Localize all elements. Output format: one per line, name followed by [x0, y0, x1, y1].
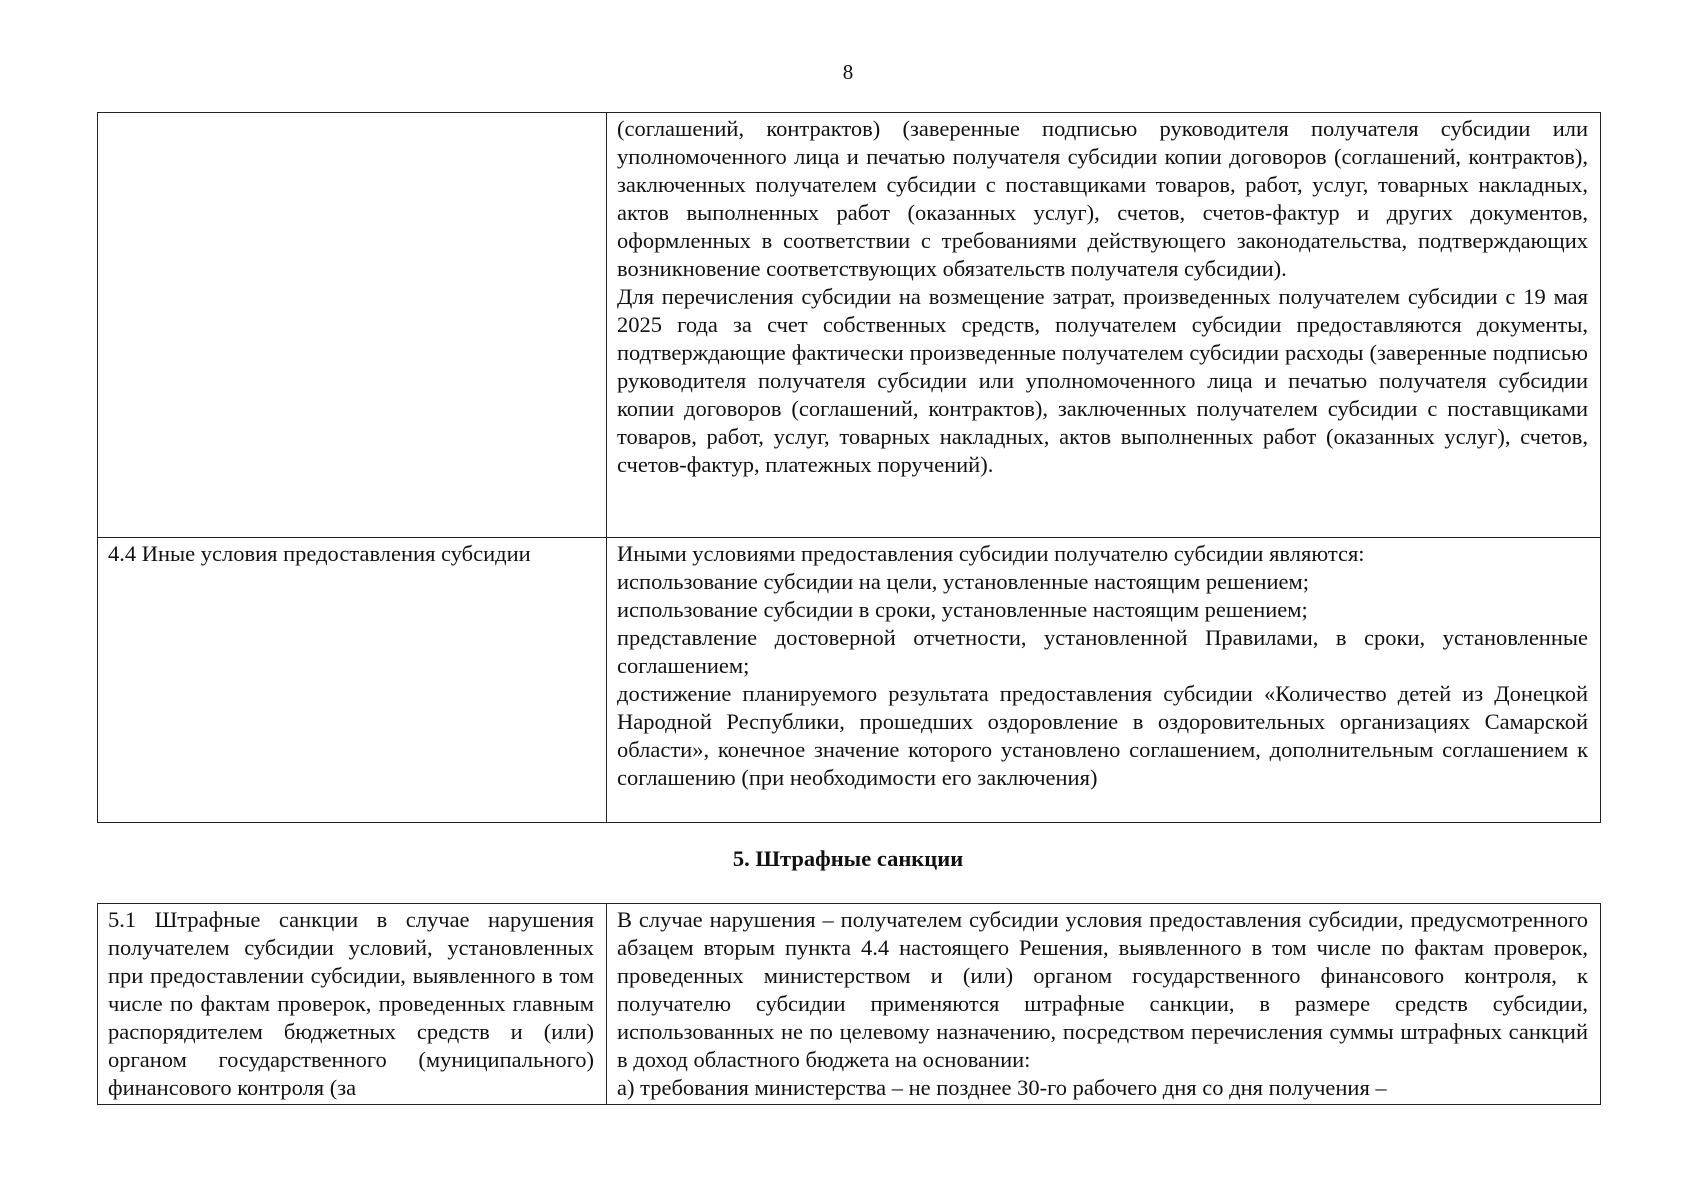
page-number: 8	[842, 60, 854, 84]
documents-paragraph-1: (соглашений, контрактов) (заверенные подписью руководителя получателя субсидии или уполномоченного лица и печатью получателя субсидии копии договоров (соглашений, контрактов), заключенных получателем субсидии с поставщиками товаров, работ, услуг, товарных накладных, актов выполненных работ (оказанных услуг), счетов, счетов-фактур и других документов, оформленных в соответствии с требованиями действующего законодательства, подтверждающих возникновение соответствующих обязательств получателя субсидии).	[617, 116, 1588, 281]
table-row	[98, 113, 1601, 538]
table-cell-empty	[98, 113, 607, 538]
sanctions-paragraph: В случае нарушения – получателем субсидии условия предоставления субсидии, предусмотренного абзацем вторым пункта 4.4 настоящего Решения, выявленного в том числе по фактам проверок, проведенных министерством и (или) органом государственного финансового контроля, к получателю субсидии применяются штрафные санкции, в размере средств субсидии, использованных не по целевому назначению, посредством перечисления суммы штрафных санкций в доход областного бюджета на основании:	[617, 907, 1588, 1072]
sanctions-table	[97, 903, 1601, 1105]
condition-item: достижение планируемого результата предоставления субсидии «Количество детей из Донецкой Народной Республики, прошедших оздоровление в оздоровительных организациях Самарской области», конечное значение которого установлено соглашением, дополнительным соглашением к соглашению (при необходимости его заключения)	[617, 681, 1588, 790]
row-5-1-content	[607, 904, 1601, 1105]
table-cell-documents	[607, 113, 1601, 538]
table-row	[98, 904, 1601, 1105]
table-row	[98, 538, 1601, 823]
conditions-table	[97, 112, 1601, 823]
condition-item: использование субсидии на цели, установленные настоящим решением;	[617, 569, 1310, 594]
conditions-intro: Иными условиями предоставления субсидии получателю субсидии являются:	[617, 541, 1365, 566]
row-4-4-label: 4.4 Иные условия предоставления субсидии	[98, 538, 607, 823]
row-5-1-label: 5.1 Штрафные санкции в случае нарушения получателем субсидии условий, установленных при предоставлении субсидии, выявленного в том числе по фактам проверок, проведенных главным распорядителем бюджетных средств и (или) органом государственного (муниципального) финансового контроля (за	[98, 904, 607, 1105]
row-4-4-content	[607, 538, 1601, 823]
section-title: 5. Штрафные санкции	[732, 846, 964, 871]
sanctions-item-a: а) требования министерства – не позднее 30-го рабочего дня со дня получения –	[617, 1075, 1387, 1100]
condition-item: представление достоверной отчетности, установленной Правилами, в сроки, установленные соглашением;	[617, 625, 1588, 678]
documents-paragraph-2: Для перечисления субсидии на возмещение затрат, произведенных получателем субсидии с 19 мая 2025 года за счет собственных средств, получателем субсидии предоставляются документы, подтверждающие фактически произведенные получателем субсидии расходы (заверенные подписью руководителя получателя субсидии или уполномоченного лица и печатью получателя субсидии копии договоров (соглашений, контрактов), заключенных получателем субсидии с поставщиками товаров, работ, услуг, товарных накладных, актов выполненных работ (оказанных услуг), счетов, счетов-фактур, платежных поручений).	[617, 284, 1588, 477]
condition-item: использование субсидии в сроки, установленные настоящим решением;	[617, 597, 1308, 622]
